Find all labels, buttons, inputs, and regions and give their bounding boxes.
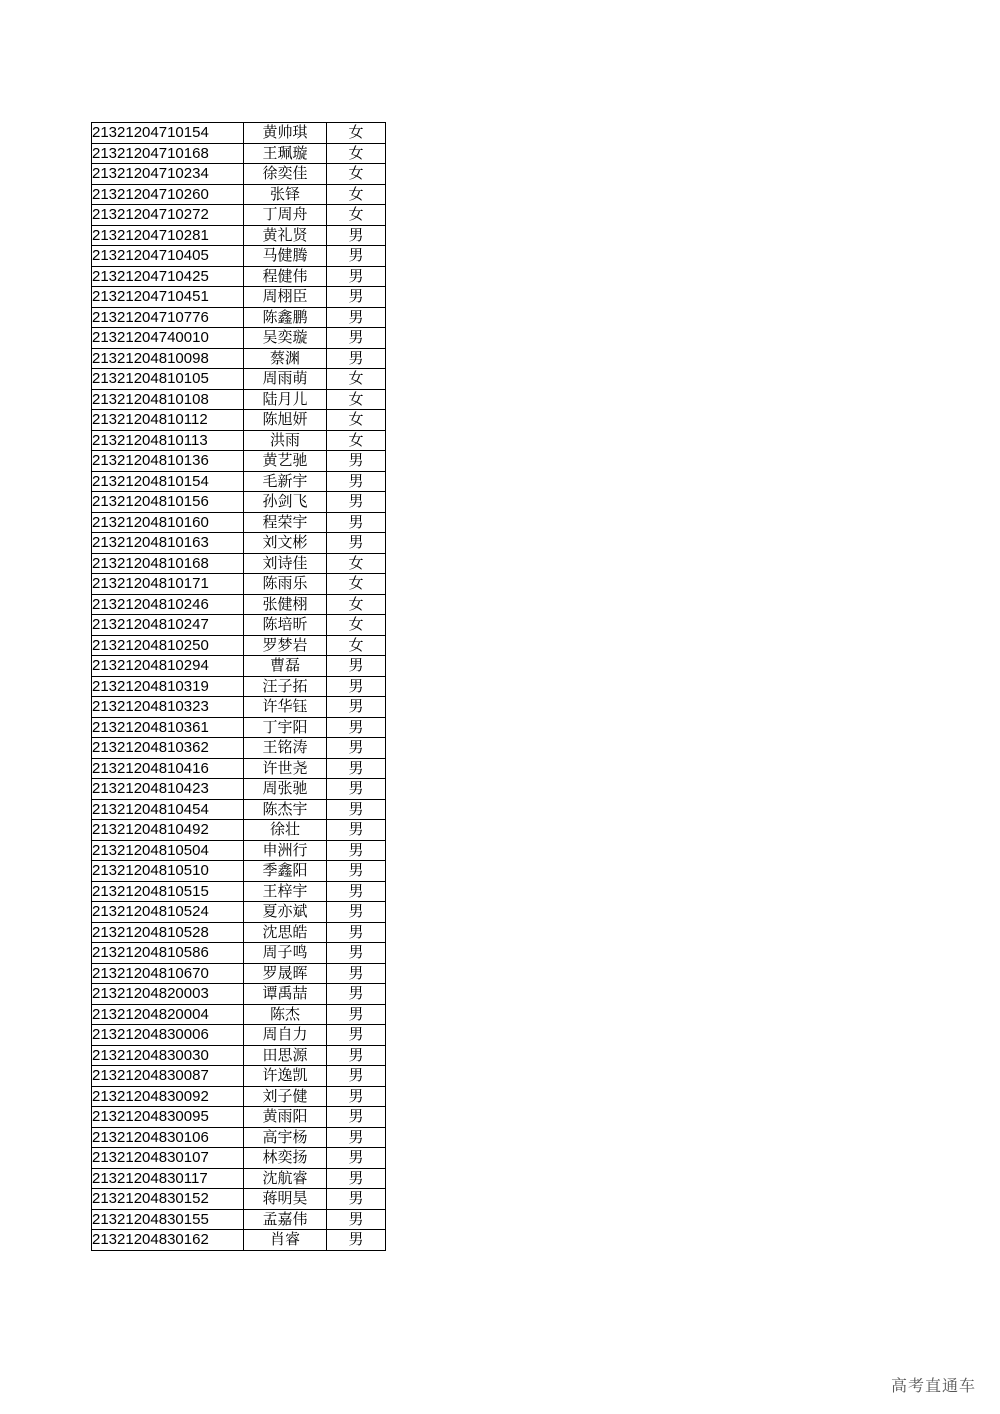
student-name-cell: 王珮璇 bbox=[244, 143, 327, 164]
table-row bbox=[92, 697, 386, 718]
student-name-cell: 陈旭妍 bbox=[244, 410, 327, 431]
table-row bbox=[92, 963, 386, 984]
student-name-cell: 马健腾 bbox=[244, 246, 327, 267]
student-name-cell: 罗晟晖 bbox=[244, 963, 327, 984]
gender-cell: 男 bbox=[327, 656, 386, 677]
table-row bbox=[92, 451, 386, 472]
student-id-cell: 21321204810113 bbox=[92, 430, 244, 451]
student-name-cell: 许世尧 bbox=[244, 758, 327, 779]
student-name-cell: 肖睿 bbox=[244, 1230, 327, 1251]
student-name-cell: 刘诗佳 bbox=[244, 553, 327, 574]
table-row bbox=[92, 266, 386, 287]
student-name-cell: 张健栩 bbox=[244, 594, 327, 615]
student-id-cell: 21321204810112 bbox=[92, 410, 244, 431]
student-name-cell: 丁宇阳 bbox=[244, 717, 327, 738]
table-row bbox=[92, 840, 386, 861]
student-id-cell: 21321204810168 bbox=[92, 553, 244, 574]
student-name-cell: 刘文彬 bbox=[244, 533, 327, 554]
table-row bbox=[92, 943, 386, 964]
gender-cell: 男 bbox=[327, 697, 386, 718]
student-id-cell: 21321204710260 bbox=[92, 184, 244, 205]
student-name-cell: 林奕扬 bbox=[244, 1148, 327, 1169]
table-row bbox=[92, 656, 386, 677]
gender-cell: 男 bbox=[327, 820, 386, 841]
student-id-cell: 21321204810250 bbox=[92, 635, 244, 656]
student-id-cell: 21321204810246 bbox=[92, 594, 244, 615]
student-name-cell: 黄礼贤 bbox=[244, 225, 327, 246]
gender-cell: 男 bbox=[327, 738, 386, 759]
student-name-cell: 毛新宇 bbox=[244, 471, 327, 492]
student-id-cell: 21321204710405 bbox=[92, 246, 244, 267]
table-row bbox=[92, 1168, 386, 1189]
table-row bbox=[92, 615, 386, 636]
student-id-cell: 21321204810670 bbox=[92, 963, 244, 984]
student-name-cell: 程荣宇 bbox=[244, 512, 327, 533]
table-row bbox=[92, 1127, 386, 1148]
student-id-cell: 21321204710272 bbox=[92, 205, 244, 226]
table-row bbox=[92, 1086, 386, 1107]
student-id-cell: 21321204810510 bbox=[92, 861, 244, 882]
student-id-cell: 21321204810454 bbox=[92, 799, 244, 820]
gender-cell: 男 bbox=[327, 922, 386, 943]
student-id-cell: 21321204810105 bbox=[92, 369, 244, 390]
gender-cell: 男 bbox=[327, 225, 386, 246]
student-id-cell: 21321204710281 bbox=[92, 225, 244, 246]
table-row bbox=[92, 389, 386, 410]
student-id-cell: 21321204810423 bbox=[92, 779, 244, 800]
gender-cell: 男 bbox=[327, 717, 386, 738]
table-row bbox=[92, 492, 386, 513]
student-name-cell: 陈鑫鹏 bbox=[244, 307, 327, 328]
student-name-cell: 程健伟 bbox=[244, 266, 327, 287]
student-id-cell: 21321204810504 bbox=[92, 840, 244, 861]
student-id-cell: 21321204740010 bbox=[92, 328, 244, 349]
student-name-cell: 洪雨 bbox=[244, 430, 327, 451]
student-id-cell: 21321204810323 bbox=[92, 697, 244, 718]
table-row bbox=[92, 1189, 386, 1210]
student-name-cell: 徐壮 bbox=[244, 820, 327, 841]
student-id-cell: 21321204810171 bbox=[92, 574, 244, 595]
student-id-cell: 21321204810154 bbox=[92, 471, 244, 492]
student-id-cell: 21321204710154 bbox=[92, 123, 244, 144]
gender-cell: 女 bbox=[327, 164, 386, 185]
student-id-cell: 21321204710451 bbox=[92, 287, 244, 308]
gender-cell: 男 bbox=[327, 1127, 386, 1148]
student-id-cell: 21321204830006 bbox=[92, 1025, 244, 1046]
gender-cell: 男 bbox=[327, 984, 386, 1005]
gender-cell: 女 bbox=[327, 143, 386, 164]
student-name-cell: 王梓宇 bbox=[244, 881, 327, 902]
watermark-text: 高考直通车 bbox=[891, 1376, 977, 1395]
gender-cell: 男 bbox=[327, 287, 386, 308]
table-row bbox=[92, 1209, 386, 1230]
student-id-cell: 21321204830087 bbox=[92, 1066, 244, 1087]
table-row bbox=[92, 779, 386, 800]
table-row bbox=[92, 1025, 386, 1046]
gender-cell: 男 bbox=[327, 471, 386, 492]
gender-cell: 男 bbox=[327, 758, 386, 779]
student-id-cell: 21321204830162 bbox=[92, 1230, 244, 1251]
student-name-cell: 孙剑飞 bbox=[244, 492, 327, 513]
table-row bbox=[92, 430, 386, 451]
gender-cell: 女 bbox=[327, 553, 386, 574]
gender-cell: 男 bbox=[327, 1045, 386, 1066]
gender-cell: 男 bbox=[327, 840, 386, 861]
gender-cell: 女 bbox=[327, 184, 386, 205]
gender-cell: 男 bbox=[327, 1148, 386, 1169]
gender-cell: 男 bbox=[327, 1025, 386, 1046]
student-id-cell: 21321204830092 bbox=[92, 1086, 244, 1107]
table-row bbox=[92, 328, 386, 349]
gender-cell: 女 bbox=[327, 615, 386, 636]
student-id-cell: 21321204830095 bbox=[92, 1107, 244, 1128]
table-row bbox=[92, 410, 386, 431]
gender-cell: 男 bbox=[327, 1004, 386, 1025]
table-row bbox=[92, 922, 386, 943]
gender-cell: 男 bbox=[327, 1168, 386, 1189]
table-row bbox=[92, 553, 386, 574]
table-row bbox=[92, 984, 386, 1005]
table-row bbox=[92, 902, 386, 923]
student-id-cell: 21321204810098 bbox=[92, 348, 244, 369]
gender-cell: 男 bbox=[327, 963, 386, 984]
student-id-cell: 21321204810586 bbox=[92, 943, 244, 964]
table-row bbox=[92, 881, 386, 902]
student-name-cell: 季鑫阳 bbox=[244, 861, 327, 882]
table-row bbox=[92, 287, 386, 308]
table-row bbox=[92, 533, 386, 554]
table-row bbox=[92, 471, 386, 492]
student-id-cell: 21321204710168 bbox=[92, 143, 244, 164]
student-name-cell: 陆月儿 bbox=[244, 389, 327, 410]
student-id-cell: 21321204810416 bbox=[92, 758, 244, 779]
gender-cell: 男 bbox=[327, 1107, 386, 1128]
table-row bbox=[92, 225, 386, 246]
table-row bbox=[92, 1045, 386, 1066]
table-row bbox=[92, 717, 386, 738]
student-id-cell: 21321204810515 bbox=[92, 881, 244, 902]
student-id-cell: 21321204810524 bbox=[92, 902, 244, 923]
student-id-cell: 21321204810160 bbox=[92, 512, 244, 533]
student-name-cell: 王铭涛 bbox=[244, 738, 327, 759]
table-row bbox=[92, 1107, 386, 1128]
table-row bbox=[92, 184, 386, 205]
student-id-cell: 21321204810362 bbox=[92, 738, 244, 759]
table-row bbox=[92, 820, 386, 841]
student-name-cell: 周张驰 bbox=[244, 779, 327, 800]
table-row bbox=[92, 635, 386, 656]
table-row bbox=[92, 574, 386, 595]
student-id-cell: 21321204810163 bbox=[92, 533, 244, 554]
table-row bbox=[92, 123, 386, 144]
student-name-cell: 周自力 bbox=[244, 1025, 327, 1046]
student-id-cell: 21321204820004 bbox=[92, 1004, 244, 1025]
student-id-cell: 21321204710234 bbox=[92, 164, 244, 185]
student-id-cell: 21321204830155 bbox=[92, 1209, 244, 1230]
student-name-cell: 黄帅琪 bbox=[244, 123, 327, 144]
student-id-cell: 21321204810319 bbox=[92, 676, 244, 697]
student-name-cell: 丁周舟 bbox=[244, 205, 327, 226]
student-id-cell: 21321204810492 bbox=[92, 820, 244, 841]
student-name-cell: 刘子健 bbox=[244, 1086, 327, 1107]
table-row bbox=[92, 738, 386, 759]
student-name-cell: 黄艺驰 bbox=[244, 451, 327, 472]
student-id-cell: 21321204810136 bbox=[92, 451, 244, 472]
gender-cell: 女 bbox=[327, 389, 386, 410]
student-name-cell: 谭禹喆 bbox=[244, 984, 327, 1005]
gender-cell: 男 bbox=[327, 1189, 386, 1210]
student-name-cell: 陈杰 bbox=[244, 1004, 327, 1025]
table-row bbox=[92, 676, 386, 697]
gender-cell: 男 bbox=[327, 451, 386, 472]
student-id-cell: 21321204810247 bbox=[92, 615, 244, 636]
table-row bbox=[92, 246, 386, 267]
student-name-cell: 周雨萌 bbox=[244, 369, 327, 390]
student-name-cell: 陈培昕 bbox=[244, 615, 327, 636]
student-name-cell: 陈杰宇 bbox=[244, 799, 327, 820]
student-id-cell: 21321204710776 bbox=[92, 307, 244, 328]
gender-cell: 男 bbox=[327, 943, 386, 964]
student-name-cell: 曹磊 bbox=[244, 656, 327, 677]
gender-cell: 男 bbox=[327, 1230, 386, 1251]
student-name-cell: 汪子拓 bbox=[244, 676, 327, 697]
table-row bbox=[92, 348, 386, 369]
gender-cell: 男 bbox=[327, 348, 386, 369]
student-name-cell: 沈思皓 bbox=[244, 922, 327, 943]
student-id-cell: 21321204830106 bbox=[92, 1127, 244, 1148]
table-row bbox=[92, 1230, 386, 1251]
table-row bbox=[92, 164, 386, 185]
student-id-cell: 21321204830030 bbox=[92, 1045, 244, 1066]
student-name-cell: 吴奕璇 bbox=[244, 328, 327, 349]
gender-cell: 男 bbox=[327, 861, 386, 882]
student-name-cell: 夏亦斌 bbox=[244, 902, 327, 923]
gender-cell: 女 bbox=[327, 123, 386, 144]
gender-cell: 女 bbox=[327, 410, 386, 431]
student-id-cell: 21321204830152 bbox=[92, 1189, 244, 1210]
student-name-cell: 田思源 bbox=[244, 1045, 327, 1066]
student-name-cell: 张铎 bbox=[244, 184, 327, 205]
gender-cell: 男 bbox=[327, 779, 386, 800]
table-row bbox=[92, 1148, 386, 1169]
roster-body bbox=[92, 123, 386, 1251]
table-row bbox=[92, 861, 386, 882]
table-row bbox=[92, 1066, 386, 1087]
student-id-cell: 21321204810294 bbox=[92, 656, 244, 677]
gender-cell: 女 bbox=[327, 430, 386, 451]
table-row bbox=[92, 594, 386, 615]
gender-cell: 男 bbox=[327, 266, 386, 287]
student-name-cell: 蔡渊 bbox=[244, 348, 327, 369]
gender-cell: 男 bbox=[327, 492, 386, 513]
gender-cell: 男 bbox=[327, 1066, 386, 1087]
table-row bbox=[92, 758, 386, 779]
student-id-cell: 21321204810108 bbox=[92, 389, 244, 410]
gender-cell: 男 bbox=[327, 533, 386, 554]
student-name-cell: 蒋明昊 bbox=[244, 1189, 327, 1210]
gender-cell: 男 bbox=[327, 676, 386, 697]
table-row bbox=[92, 307, 386, 328]
student-name-cell: 许华钰 bbox=[244, 697, 327, 718]
student-name-cell: 周子鸣 bbox=[244, 943, 327, 964]
student-name-cell: 罗梦岩 bbox=[244, 635, 327, 656]
student-name-cell: 周栩臣 bbox=[244, 287, 327, 308]
table-row bbox=[92, 512, 386, 533]
gender-cell: 男 bbox=[327, 902, 386, 923]
gender-cell: 男 bbox=[327, 1209, 386, 1230]
student-id-cell: 21321204830107 bbox=[92, 1148, 244, 1169]
student-id-cell: 21321204820003 bbox=[92, 984, 244, 1005]
table-row bbox=[92, 143, 386, 164]
gender-cell: 女 bbox=[327, 635, 386, 656]
student-name-cell: 高宇杨 bbox=[244, 1127, 327, 1148]
student-id-cell: 21321204830117 bbox=[92, 1168, 244, 1189]
student-name-cell: 黄雨阳 bbox=[244, 1107, 327, 1128]
student-roster-table bbox=[91, 122, 386, 1251]
gender-cell: 男 bbox=[327, 328, 386, 349]
table-row bbox=[92, 799, 386, 820]
student-name-cell: 陈雨乐 bbox=[244, 574, 327, 595]
gender-cell: 男 bbox=[327, 246, 386, 267]
gender-cell: 男 bbox=[327, 799, 386, 820]
table-row bbox=[92, 205, 386, 226]
gender-cell: 男 bbox=[327, 307, 386, 328]
student-name-cell: 许逸凯 bbox=[244, 1066, 327, 1087]
student-id-cell: 21321204810528 bbox=[92, 922, 244, 943]
student-name-cell: 申洲行 bbox=[244, 840, 327, 861]
table-row bbox=[92, 369, 386, 390]
gender-cell: 男 bbox=[327, 881, 386, 902]
student-name-cell: 沈航睿 bbox=[244, 1168, 327, 1189]
gender-cell: 女 bbox=[327, 594, 386, 615]
student-name-cell: 徐奕佳 bbox=[244, 164, 327, 185]
student-id-cell: 21321204810361 bbox=[92, 717, 244, 738]
table-row bbox=[92, 1004, 386, 1025]
student-id-cell: 21321204710425 bbox=[92, 266, 244, 287]
gender-cell: 男 bbox=[327, 1086, 386, 1107]
student-id-cell: 21321204810156 bbox=[92, 492, 244, 513]
gender-cell: 男 bbox=[327, 512, 386, 533]
gender-cell: 女 bbox=[327, 574, 386, 595]
gender-cell: 女 bbox=[327, 205, 386, 226]
gender-cell: 女 bbox=[327, 369, 386, 390]
student-name-cell: 孟嘉伟 bbox=[244, 1209, 327, 1230]
